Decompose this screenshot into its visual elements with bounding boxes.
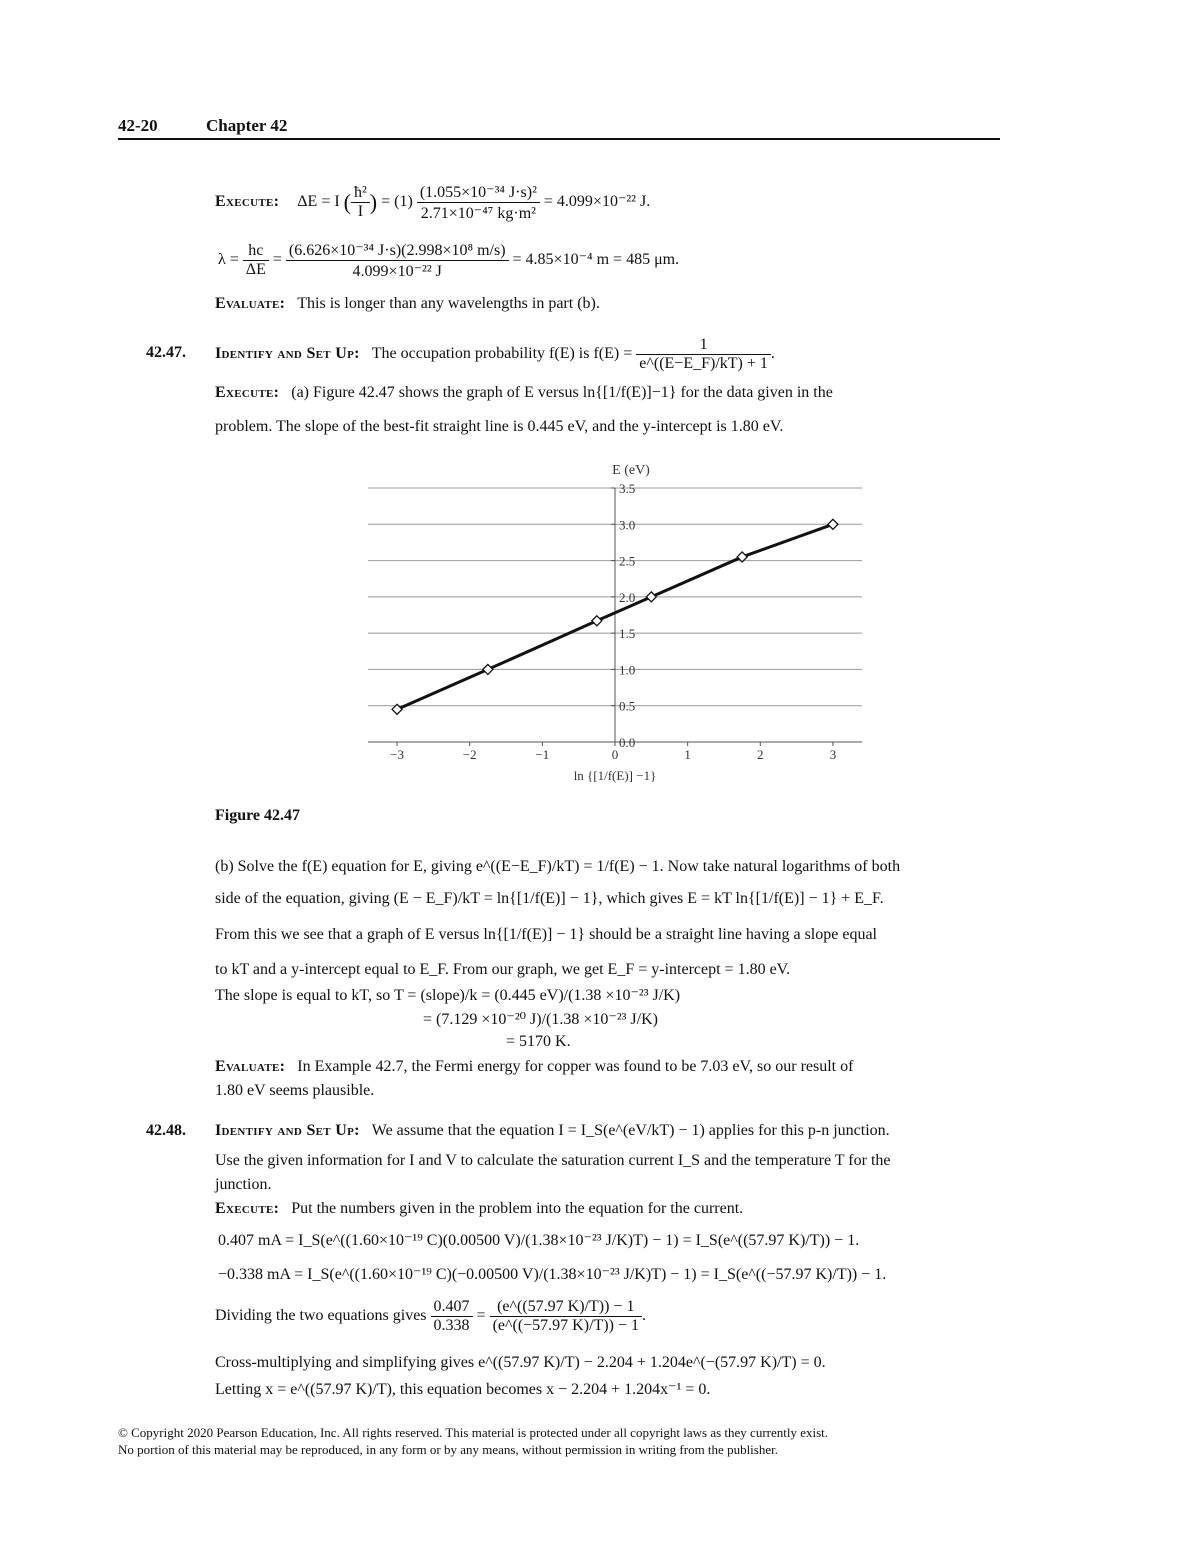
delta-e-lhs: ΔE = I [297,193,340,211]
identify-text: The occupation probability f(E) is f(E) = [371,345,633,363]
eq-one: = (1) [381,193,413,211]
div-lhs-fraction: $\frac{0.407}{0.338}$ [431,1298,473,1335]
hc-over-delta-e: $\frac{hc}{\Delta E}$ [243,242,269,279]
problem-number-42-47: 42.47. [146,344,186,361]
part-b-line2: side of the equation, giving (E − E_F)/kT = ln{[1/f(E)] − 1}, which gives E = kT ln{[1/f(E)] − 1} + E_F. [215,890,884,907]
figure-label: Figure 42.47 [215,807,301,824]
chapter-title: Chapter 42 [206,116,288,135]
y-tick-label: 0.0 [619,735,636,750]
chart-x-axis-label: ln {[1/f(E)] −1} [573,768,657,783]
part-b-line7: = 5170 K. [506,1033,571,1050]
header-rule [118,138,1000,140]
hbar-over-i: $\frac{\text{ħ²}}{I}$ [351,184,370,221]
identify-text3: junction. [215,1176,272,1193]
lambda-result: = 4.85×10⁻⁴ m = 485 μm. [512,251,680,269]
letting-x-text: Letting x = e^((57.97 K)/T), this equation becomes x − 2.204 + 1.204x⁻¹ = 0. [215,1381,711,1398]
div-rhs-fraction: $\frac{(e\^{}((57.97 K)/T)) - 1}{(e\^{}((-57.97 K)/T)) - 1}$ [490,1298,642,1335]
evaluate-text1: In Example 42.7, the Fermi energy for copper was found to be 7.03 eV, so our result of [297,1058,854,1075]
y-tick-label: 2.5 [619,553,636,569]
x-tick-label: −2 [462,747,477,762]
chart-ticks [390,481,836,762]
part-b-line4: to kT and a y-intercept equal to E_F. From our graph, we get E_F = y-intercept = 1.80 eV. [215,961,791,978]
execute-label: Execute: [215,384,280,401]
execute-42-48 [215,1200,743,1218]
x-tick-label: −1 [535,747,550,762]
fe-fraction: $\frac{1}{e\^{}((E-E\_F)/kT) + 1}$ [636,336,771,373]
x-tick-label: 2 [757,747,764,762]
lambda-fraction: $\frac{\text{(6.626×10⁻³⁴ J·s)(2.998×10⁸ m/s)}}{\text{4.099×10⁻²² J}}$ [286,240,509,281]
x-tick-label: −3 [390,747,404,762]
part-b-line6: = (7.129 ×10⁻²⁰ J)/(1.38 ×10⁻²³ J/K) [423,1011,658,1028]
part-b-line5: The slope is equal to kT, so T = (slope)/k = (0.445 eV)/(1.38 ×10⁻²³ J/K) [215,987,681,1004]
page-number: 42-20 [118,116,158,135]
execute-text: Put the numbers given in the problem into the equation for the current. [291,1200,744,1217]
cross-multiply-text: Cross-multiplying and simplifying gives e^((57.97 K)/T) − 2.204 + 1.204e^(−(57.97 K)/T) = 0. [215,1354,826,1371]
equation-2: −0.338 mA = I_S(e^((1.60×10⁻¹⁹ C)(−0.00500 V)/(1.38×10⁻²³ J/K)T) − 1) = I_S(e^((−57.97 K)/T)) − 1. [218,1266,887,1283]
identify-label: Identify and Set Up: [215,1122,360,1139]
part-b-line3: From this we see that a graph of E versus ln{[1/f(E)] − 1} should be a straight line having a slope equal [215,926,877,943]
x-tick-label: 0 [611,747,619,762]
lambda-equation: λ = $\frac{hc}{\Delta E}$ = $\frac{\text{(6.626×10⁻³⁴ J·s)(2.998×10⁸ m/s)}}{\text{4.099×10⁻²² J}}$ = 4.85×10⁻⁴ m = 485 μm. [218,242,680,280]
y-tick-label: 3.5 [619,481,636,496]
evaluate-text2: 1.80 eV seems plausible. [215,1082,375,1099]
identify-text2: Use the given information for I and V to calculate the saturation current I_S and the temperature T for the [215,1152,891,1169]
execute-label: Execute: [215,1200,280,1217]
copyright-line2: No portion of this material may be reproduced, in any form or by any means, without permission in writing from the publisher. [118,1442,778,1457]
identify-label: Identify and Set Up: [215,345,360,363]
evaluate-label: Evaluate: [215,295,286,312]
execute-42-47-a [215,384,833,402]
y-tick-label: 1.0 [619,662,636,678]
evaluate-label: Evaluate: [215,1058,286,1075]
x-tick-label: 3 [829,747,837,762]
problem-number-42-48: 42.48. [146,1122,186,1139]
identify-42-48 [215,1122,890,1140]
x-tick-label: 1 [684,747,691,762]
figure-42-47-chart [360,455,870,800]
equation-1: 0.407 mA = I_S(e^((1.60×10⁻¹⁹ C)(0.00500 V)/(1.38×10⁻²³ J/K)T) − 1) = I_S(e^((57.97 K)/T)) − 1. [218,1232,860,1249]
evaluate-text: This is longer than any wavelengths in part (b). [297,295,600,312]
identify-42-47: Identify and Set Up: The occupation probability f(E) is f(E) = $\frac{1}{e\^{}((E-E\_F)/kT) + 1}$ . [215,336,775,372]
identify-text1: We assume that the equation I = I_S(e^(eV/kT) − 1) applies for this p-n junction. [371,1122,890,1139]
dividing-text: Dividing the two equations gives [215,1307,427,1325]
execute-delta-e: Execute: ΔE = I ( $\frac{\text{ħ²}}{I}$ ) = (1) $\frac{\text{(1.055×10⁻³⁴ J·s)²}}{\text{2.71×10⁻⁴⁷ kg·m²}}$ = 4.099×10⁻²² J. [215,184,651,222]
data-point-marker [592,616,602,626]
data-point-marker [646,592,656,602]
y-tick-label: 2.0 [619,589,636,605]
delta-e-fraction: $\frac{\text{(1.055×10⁻³⁴ J·s)²}}{\text{2.71×10⁻⁴⁷ kg·m²}}$ [417,182,540,223]
execute-label: Execute: [215,193,280,211]
delta-e-result: = 4.099×10⁻²² J. [543,193,651,211]
copyright-line1: © Copyright 2020 Pearson Education, Inc. All rights reserved. This material is protected under all copyright laws as they currently exist. [118,1425,829,1440]
lambda-lhs: λ = [218,251,239,269]
evaluate-42-47 [215,1058,853,1076]
y-tick-label: 3.0 [619,517,636,533]
chart-y-axis-label: E (eV) [612,463,650,478]
y-tick-label: 0.5 [619,698,636,714]
part-b-line1: (b) Solve the f(E) equation for E, giving e^((E−E_F)/kT) = 1/f(E) − 1. Now take natural logarithms of both [215,858,901,875]
data-point-marker [483,664,493,674]
evaluate-block1 [215,295,600,313]
execute-a-text: (a) Figure 42.47 shows the graph of E versus ln{[1/f(E)]−1} for the data given in the [291,384,833,401]
y-tick-label: 1.5 [619,626,636,642]
dividing-equations: Dividing the two equations gives $\frac{0.407}{0.338}$ = $\frac{(e\^{}((57.97 K)/T)) - 1}{(e\^{}((-57.97 K)/T)) - 1}$ . [215,1298,646,1334]
execute-a-line2: problem. The slope of the best-fit straight line is 0.445 eV, and the y-intercept is 1.80 eV. [215,418,784,435]
data-point-marker [828,519,838,529]
